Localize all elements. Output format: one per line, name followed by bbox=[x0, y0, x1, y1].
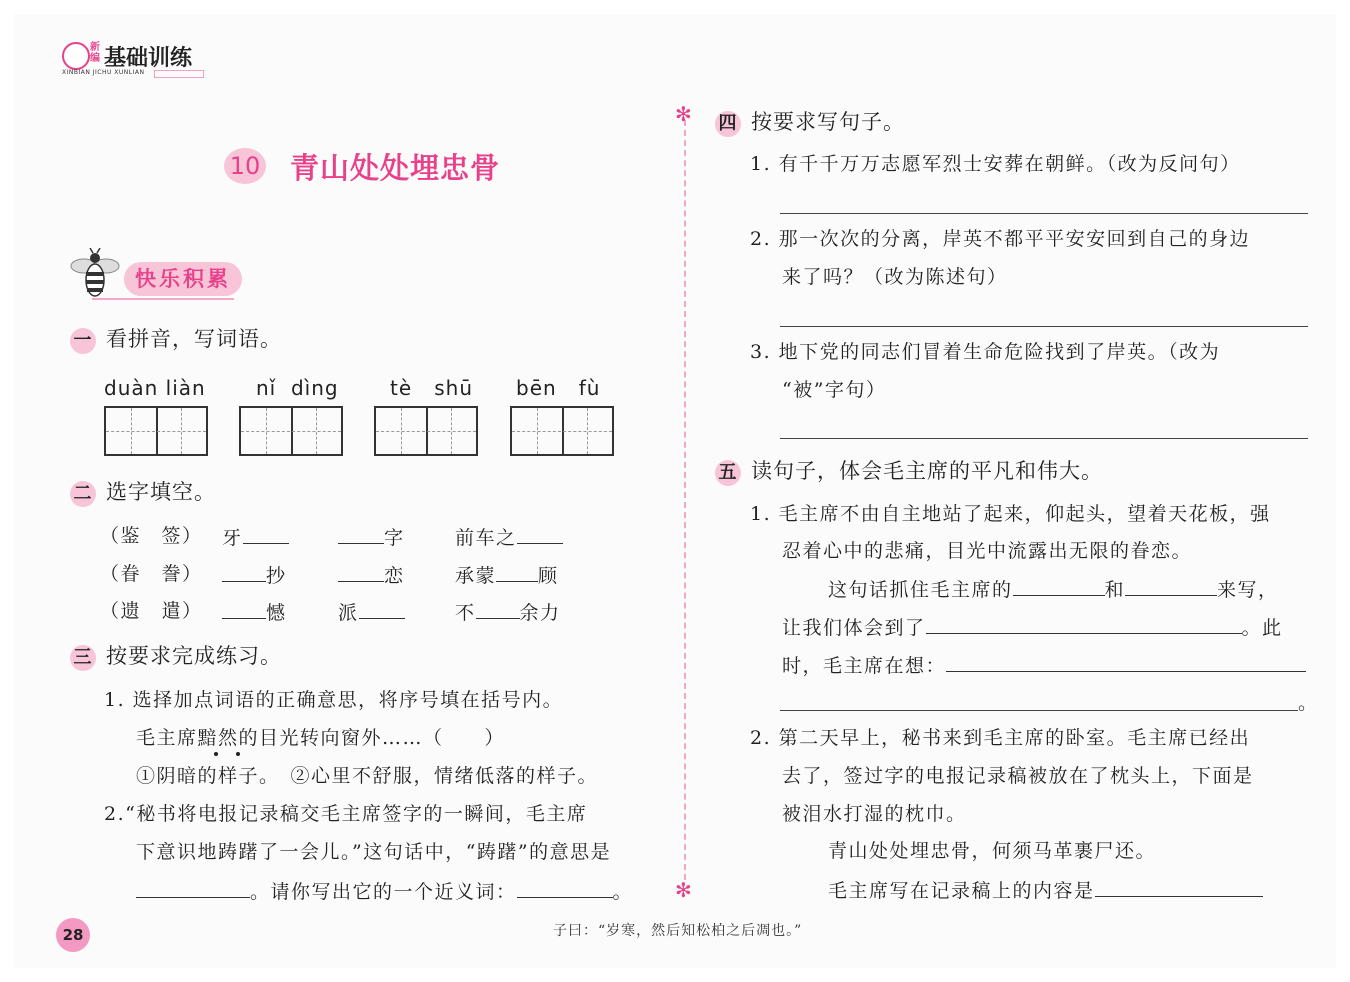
writing-grid-3[interactable] bbox=[374, 406, 478, 456]
fill-row-3-b: 派 bbox=[338, 600, 405, 624]
s5-q1-line1: 1. 毛主席不由自主地站了起来，仰起头，望着天花板，强 bbox=[750, 503, 1271, 525]
section-2-title: 选字填空。 bbox=[106, 480, 216, 504]
blank[interactable] bbox=[338, 563, 384, 582]
s5-q2-line1: 2. 第二天早上，秘书来到毛主席的卧室。毛主席已经出 bbox=[750, 727, 1251, 749]
section-1-title: 看拼音，写词语。 bbox=[106, 327, 282, 351]
pinyin-3: tè shū bbox=[390, 376, 473, 400]
fill-row-1-a: 牙 bbox=[222, 525, 289, 549]
section-3-title: 按要求完成练习。 bbox=[106, 644, 282, 668]
banner-underline bbox=[92, 298, 234, 300]
section-2-number: 二 bbox=[70, 481, 96, 507]
s3-q2-line1: 2.“秘书将电报记录稿交毛主席签字的一瞬间，毛主席 bbox=[104, 803, 588, 825]
s3-q2-line2: 下意识地踌躇了一会儿。”这句话中，“踌躇”的意思是 bbox=[136, 841, 612, 863]
s3-q2-line3: 。请你写出它的一个近义词： 。 bbox=[136, 879, 633, 903]
s4-q1: 1. 有千千万万志愿军烈士安葬在朝鲜。（改为反问句） bbox=[750, 153, 1241, 175]
s5-q2-line2: 去了，签过字的电报记录稿被放在了枕头上，下面是 bbox=[782, 765, 1254, 787]
answer-blank[interactable] bbox=[517, 879, 613, 898]
s5-q1-line3: 这句话抓住毛主席的 和 来写， bbox=[828, 579, 1279, 601]
blank[interactable] bbox=[222, 563, 266, 582]
fill-row-2-b: 恋 bbox=[338, 563, 405, 587]
s5-q1-end: 。 bbox=[1298, 692, 1319, 714]
fill-row-2-choice: （眷 誊） bbox=[100, 563, 203, 585]
s3-q1-line3: ①阴暗的样子。 ②心里不舒服，情绪低落的样子。 bbox=[136, 765, 599, 787]
s4-q3-line2: “被”字句） bbox=[782, 379, 887, 401]
logo-title: 基础训练 bbox=[104, 46, 193, 71]
flower-icon: ✻ bbox=[675, 878, 692, 902]
answer-line[interactable] bbox=[780, 710, 1298, 711]
logo-underline bbox=[154, 70, 204, 78]
s5-q1-line5: 时，毛主席在想： bbox=[782, 653, 1306, 677]
answer-blank[interactable] bbox=[1125, 577, 1217, 596]
section-5-number: 五 bbox=[715, 460, 741, 486]
fill-row-3-choice: （遗 遣） bbox=[100, 600, 203, 622]
fill-row-3-a: 憾 bbox=[222, 600, 287, 624]
answer-blank[interactable] bbox=[1095, 878, 1263, 897]
pinyin-1: duàn liàn bbox=[104, 376, 206, 400]
section-5-title: 读句子，体会毛主席的平凡和伟大。 bbox=[751, 459, 1103, 483]
section-4-heading bbox=[715, 110, 905, 137]
blank[interactable] bbox=[243, 525, 289, 544]
blank[interactable] bbox=[517, 525, 563, 544]
s3-q1-line2: 毛主席黯然的目光转向窗外……（ ） bbox=[136, 727, 506, 749]
section-banner: 快乐积累 bbox=[124, 262, 242, 296]
logo-pinyin: XINBIAN JICHU XUNLIAN bbox=[62, 69, 145, 76]
writing-grid-4[interactable] bbox=[510, 406, 614, 456]
answer-blank[interactable] bbox=[1013, 577, 1105, 596]
pinyin-2: nǐ dìng bbox=[256, 376, 339, 400]
s5-q2-line5: 毛主席写在记录稿上的内容是 bbox=[828, 878, 1263, 902]
section-3-heading bbox=[70, 644, 282, 671]
center-divider bbox=[684, 120, 686, 880]
pinyin-4: bēn fù bbox=[516, 376, 601, 400]
blank[interactable] bbox=[338, 525, 384, 544]
blank[interactable] bbox=[476, 600, 520, 619]
writing-grid-1[interactable] bbox=[104, 406, 208, 456]
s4-q2-line1: 2. 那一次次的分离，岸英不都平平安安回到自己的身边 bbox=[750, 228, 1251, 250]
writing-grid-2[interactable] bbox=[239, 406, 343, 456]
blank[interactable] bbox=[222, 600, 266, 619]
s4-q3-line1: 3. 地下党的同志们冒着生命危险找到了岸英。（改为 bbox=[750, 341, 1221, 363]
fill-row-2-a: 抄 bbox=[222, 563, 287, 587]
section-4-number: 四 bbox=[715, 111, 741, 137]
s5-q1-line2: 忍着心中的悲痛，目光中流露出无限的眷恋。 bbox=[782, 540, 1193, 562]
bee-icon bbox=[70, 248, 120, 300]
section-3-number: 三 bbox=[70, 645, 96, 671]
answer-blank[interactable] bbox=[946, 653, 1306, 672]
section-2-heading bbox=[70, 480, 216, 507]
s3-q1-line1: 1. 选择加点词语的正确意思，将序号填在括号内。 bbox=[104, 689, 564, 711]
lesson-number-badge: 10 bbox=[224, 148, 266, 184]
answer-blank[interactable] bbox=[926, 615, 1242, 634]
answer-line[interactable] bbox=[780, 326, 1308, 327]
logo-mascot-icon bbox=[62, 42, 90, 70]
fill-row-3-c: 不 余力 bbox=[455, 602, 561, 624]
section-4-title: 按要求写句子。 bbox=[751, 110, 905, 134]
answer-blank[interactable] bbox=[136, 879, 250, 898]
emphasis-dot bbox=[236, 752, 240, 756]
page-number-badge: 28 bbox=[56, 918, 90, 952]
emphasis-dot bbox=[214, 752, 218, 756]
section-5-heading bbox=[715, 459, 1103, 486]
fill-row-1-c: 前车之 bbox=[455, 525, 563, 549]
section-1-heading bbox=[70, 327, 282, 354]
blank[interactable] bbox=[496, 563, 538, 582]
logo-small-text: 新编 bbox=[90, 42, 100, 64]
s5-q2-line3: 被泪水打湿的枕巾。 bbox=[782, 803, 967, 825]
fill-row-2-c: 承蒙 顾 bbox=[455, 565, 559, 587]
s5-q2-poem: 青山处处埋忠骨，何须马革裹尸还。 bbox=[828, 840, 1157, 862]
lesson-title: 青山处处埋忠骨 bbox=[290, 151, 501, 185]
answer-line[interactable] bbox=[780, 438, 1308, 439]
flower-icon: ✻ bbox=[675, 102, 692, 126]
fill-row-1-b: 字 bbox=[338, 525, 405, 549]
s5-q1-line4: 让我们体会到了 。此 bbox=[782, 617, 1283, 639]
fill-row-1-choice: （鉴 签） bbox=[100, 525, 203, 547]
footer-quote: 子曰：“岁寒，然后知松柏之后凋也。” bbox=[553, 923, 803, 939]
s4-q2-line2: 来了吗？（改为陈述句） bbox=[782, 266, 1008, 288]
answer-line[interactable] bbox=[780, 213, 1308, 214]
section-1-number: 一 bbox=[70, 328, 96, 354]
blank[interactable] bbox=[359, 600, 405, 619]
